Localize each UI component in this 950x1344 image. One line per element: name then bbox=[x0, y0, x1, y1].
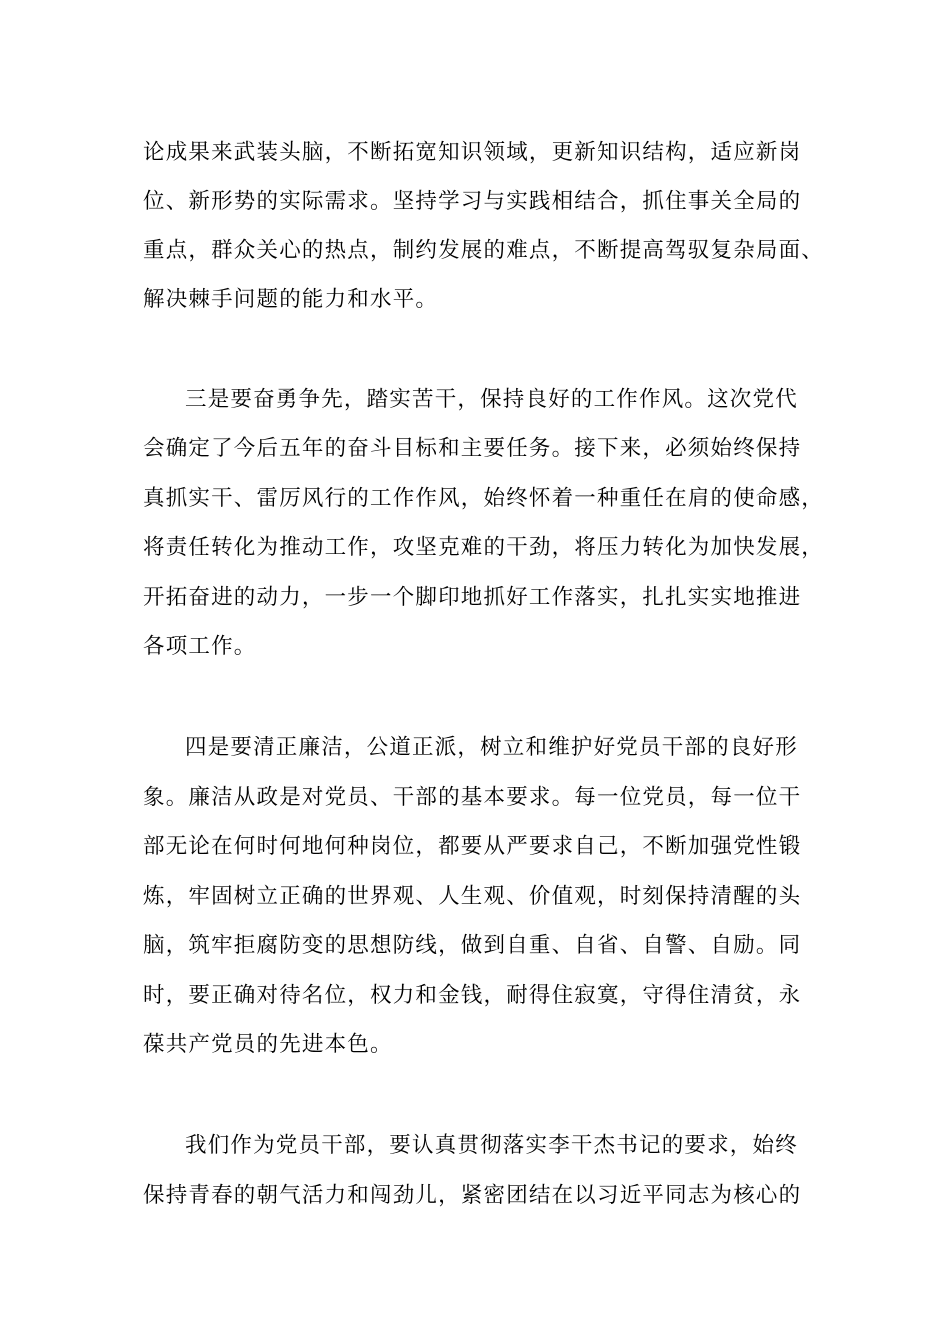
paragraph-line: 会确定了今后五年的奋斗目标和主要任务。接下来，必须始终保持 bbox=[143, 436, 802, 461]
paragraph-line: 我们作为党员干部，要认真贯彻落实李干杰书记的要求，始终 bbox=[185, 1133, 798, 1158]
paragraph-line: 论成果来武装头脑，不断拓宽知识领域，更新知识结构，适应新岗 bbox=[143, 140, 802, 165]
paragraph-line: 保持青春的朝气活力和闯劲儿，紧密团结在以习近平同志为核心的 bbox=[143, 1183, 802, 1208]
paragraph-line: 各项工作。 bbox=[143, 634, 257, 659]
paragraph-line: 炼，牢固树立正确的世界观、人生观、价值观，时刻保持清醒的头 bbox=[143, 884, 802, 909]
paragraph-line: 重点，群众关心的热点，制约发展的难点，不断提高驾驭复杂局面、 bbox=[143, 238, 825, 263]
paragraph-line: 真抓实干、雷厉风行的工作作风，始终怀着一种重任在肩的使命感， bbox=[143, 486, 825, 511]
paragraph-line: 开拓奋进的动力，一步一个脚印地抓好工作落实，扎扎实实地推进 bbox=[143, 585, 802, 610]
paragraph-line: 部无论在何时何地何种岗位，都要从严要求自己，不断加强党性锻 bbox=[143, 834, 802, 859]
paragraph-line: 四是要清正廉洁，公道正派，树立和维护好党员干部的良好形 bbox=[185, 735, 798, 760]
paragraph-line: 象。廉洁从政是对党员、干部的基本要求。每一位党员，每一位干 bbox=[143, 785, 802, 810]
paragraph-line: 葆共产党员的先进本色。 bbox=[143, 1032, 393, 1057]
paragraph-line: 三是要奋勇争先，踏实苦干，保持良好的工作作风。这次党代 bbox=[185, 387, 798, 412]
paragraph-line: 位、新形势的实际需求。坚持学习与实践相结合，抓住事关全局的 bbox=[143, 189, 802, 214]
paragraph-line: 将责任转化为推动工作，攻坚克难的干劲，将压力转化为加快发展， bbox=[143, 535, 825, 560]
paragraph-line: 时，要正确对待名位，权力和金钱，耐得住寂寞，守得住清贫，永 bbox=[143, 983, 802, 1008]
paragraph-line: 解决棘手问题的能力和水平。 bbox=[143, 287, 439, 312]
paragraph-line: 脑，筑牢拒腐防变的思想防线，做到自重、自省、自警、自励。同 bbox=[143, 933, 802, 958]
